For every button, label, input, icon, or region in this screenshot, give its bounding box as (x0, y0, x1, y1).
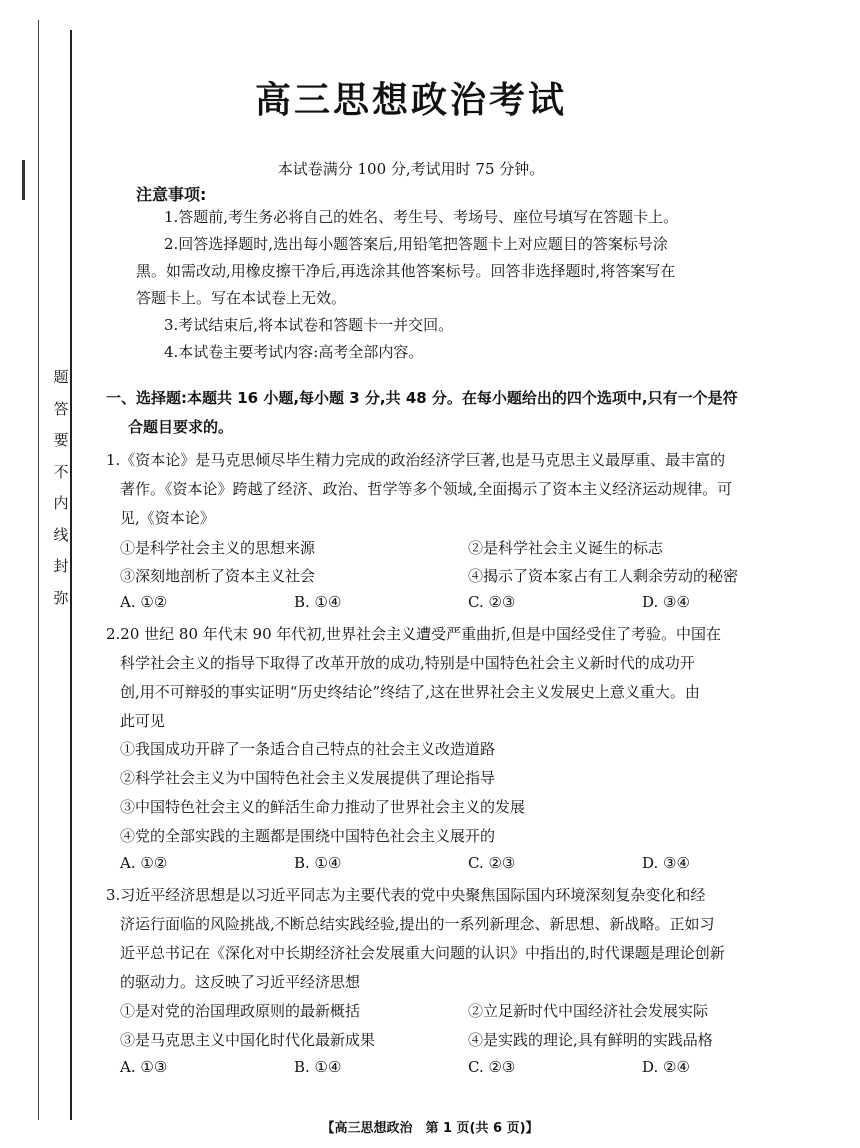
q1-option-1: ①是科学社会主义的思想来源 (120, 539, 316, 557)
q3-option-4: ④是实践的理论,具有鲜明的实践品格 (468, 1031, 713, 1049)
page-footer: 【高三思想政治 第 1 页(共 6 页)】 (321, 1121, 539, 1136)
question-line: 2.20 世纪 80 年代末 90 年代初,世界社会主义遭受严重曲折,但是中国经受住了考验。中国在 (106, 625, 721, 643)
q1-option-2: ②是科学社会主义诞生的标志 (468, 539, 664, 557)
section-line-1: 一、选择题:本题共 16 小题,每小题 3 分,共 48 分。在每小题给出的四个选项中,只有一个是符 (106, 389, 738, 407)
question-line: 3.习近平经济思想是以习近平同志为主要代表的党中央聚焦国际国内环境深刻复杂变化和经 (106, 886, 706, 904)
q1-choice-a: A. ①② (120, 593, 168, 611)
question-1 (106, 446, 806, 533)
section-heading (106, 384, 806, 442)
q1-choice-d: D. ③④ (642, 593, 690, 611)
q3-choice-d: D. ②④ (642, 1058, 690, 1076)
question-line: 1.《资本论》是马克思倾尽毕生精力完成的政治经济学巨著,也是马克思主义最厚重、最丰富的 (106, 451, 726, 469)
note-item-4: 4.本试卷主要考试内容:高考全部内容。 (164, 343, 424, 361)
binding-line (70, 30, 72, 1120)
binding-thin-line (38, 20, 39, 1120)
question-line: 著作。《资本论》跨越了经济、政治、哲学等多个领域,全面揭示了资本主义经济运动规律。可 (120, 480, 733, 498)
q2-choice-d: D. ③④ (642, 854, 690, 872)
question-line: 科学社会主义的指导下取得了改革开放的成功,特别是中国特色社会主义新时代的成功开 (120, 654, 695, 672)
note-item-2-line-2: 黑。如需改动,用橡皮擦干净后,再选涂其他答案标号。回答非选择题时,将答案写在 (136, 262, 676, 280)
question-line: 的驱动力。这反映了习近平经济思想 (120, 973, 361, 991)
q3-option-3: ③是马克思主义中国化时代化最新成果 (120, 1031, 376, 1049)
q3-choice-a: A. ①③ (120, 1058, 168, 1076)
note-item-2-line-3: 答题卡上。写在本试卷上无效。 (136, 289, 347, 307)
side-char: 题 (53, 368, 69, 386)
q1-option-3: ③深刻地剖析了资本主义社会 (120, 567, 316, 585)
question-line: 此可见 (120, 712, 166, 730)
q1-option-4: ④揭示了资本家占有工人剩余劳动的秘密 (468, 567, 739, 585)
question-line: 创,用不可辩驳的事实证明“历史终结论”终结了,这在世界社会主义发展史上意义重大。由 (120, 683, 700, 701)
q2-option-3: ③中国特色社会主义的鲜活生命力推动了世界社会主义的发展 (120, 798, 526, 816)
sealing-line-notice (52, 370, 70, 622)
q2-option-2: ②科学社会主义为中国特色社会主义发展提供了理论指导 (120, 769, 496, 787)
q1-choice-c: C. ②③ (468, 593, 516, 611)
exam-title: 高三思想政治考试 (254, 80, 567, 121)
side-char: 封 (53, 557, 69, 575)
side-char: 内 (53, 494, 69, 512)
q2-choice-c: C. ②③ (468, 854, 516, 872)
q2-choice-a: A. ①② (120, 854, 168, 872)
note-item-1: 1.答题前,考生务必将自己的姓名、考生号、考场号、座位号填写在答题卡上。 (164, 208, 679, 226)
notes-heading: 注意事项: (136, 185, 207, 204)
question-3 (106, 881, 806, 997)
side-char: 线 (53, 525, 69, 544)
q3-choice-c: C. ②③ (468, 1058, 516, 1076)
q1-choice-b: B. ①④ (294, 593, 342, 611)
q2-option-1: ①我国成功开辟了一条适合自己特点的社会主义改造道路 (120, 740, 496, 758)
question-line: 近平总书记在《深化对中长期经济社会发展重大问题的认识》中指出的,时代课题是理论创新 (120, 944, 725, 962)
side-char: 要 (53, 431, 69, 449)
q2-option-4: ④党的全部实践的主题都是围绕中国特色社会主义展开的 (120, 827, 496, 845)
side-char: 弥 (53, 588, 69, 607)
section-line-2: 合题目要求的。 (128, 418, 234, 436)
side-char: 答 (53, 399, 69, 418)
q3-option-2: ②立足新时代中国经济社会发展实际 (468, 1002, 709, 1020)
q2-choice-b: B. ①④ (294, 854, 342, 872)
side-char: 不 (53, 462, 69, 481)
question-line: 济运行面临的风险挑战,不断总结实践经验,提出的一系列新理念、新思想、新战略。正如习 (120, 915, 715, 933)
question-line: 见,《资本论》 (120, 509, 215, 527)
question-2 (106, 620, 806, 736)
q3-option-1: ①是对党的治国理政原则的最新概括 (120, 1002, 361, 1020)
binding-mark (22, 160, 25, 200)
exam-info: 本试卷满分 100 分,考试用时 75 分钟。 (277, 160, 545, 178)
q3-choice-b: B. ①④ (294, 1058, 342, 1076)
note-item-2-line-1: 2.回答选择题时,选出每小题答案后,用铅笔把答题卡上对应题目的答案标号涂 (164, 235, 668, 253)
note-item-3: 3.考试结束后,将本试卷和答题卡一并交回。 (164, 316, 454, 334)
